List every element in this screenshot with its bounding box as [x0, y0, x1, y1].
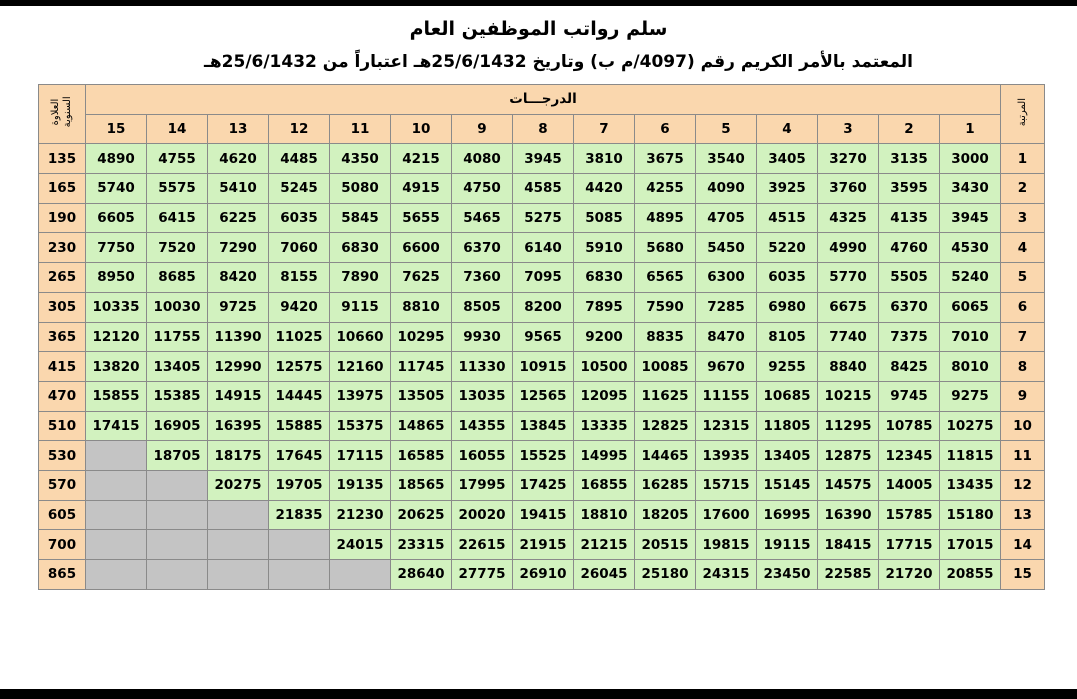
page-subtitle: المعتمد بالأمر الكريم رقم (4097/م ب) وتاريخ 25/6/1432هـ اعتباراً من 25/6/1432هـ: [204, 52, 913, 72]
annual-increment-cell: 530: [39, 441, 86, 471]
salary-cell: 24315: [696, 560, 757, 590]
salary-cell: 8685: [147, 263, 208, 293]
rank-cell: 13: [1001, 500, 1045, 530]
grade-number-header: 7: [574, 114, 635, 144]
salary-cell: 19705: [269, 470, 330, 500]
empty-cell: [330, 560, 391, 590]
salary-cell: 16395: [208, 411, 269, 441]
salary-cell: 13820: [86, 352, 147, 382]
salary-cell: 4255: [635, 174, 696, 204]
salary-cell: 4515: [757, 203, 818, 233]
salary-cell: 22615: [452, 530, 513, 560]
salary-cell: 7520: [147, 233, 208, 263]
salary-cell: 4705: [696, 203, 757, 233]
salary-cell: 8470: [696, 322, 757, 352]
salary-cell: 5410: [208, 174, 269, 204]
salary-cell: 17645: [269, 441, 330, 471]
salary-cell: 5465: [452, 203, 513, 233]
empty-cell: [147, 560, 208, 590]
rank-cell: 10: [1001, 411, 1045, 441]
table-row: [39, 174, 1045, 204]
rank-cell: 4: [1001, 233, 1045, 263]
grade-number-header: 8: [513, 114, 574, 144]
salary-cell: 15885: [269, 411, 330, 441]
salary-cell: 15180: [940, 500, 1001, 530]
salary-cell: 3810: [574, 144, 635, 174]
salary-cell: 5845: [330, 203, 391, 233]
salary-cell: 5245: [269, 174, 330, 204]
salary-cell: 14445: [269, 381, 330, 411]
salary-cell: 19115: [757, 530, 818, 560]
salary-cell: 5655: [391, 203, 452, 233]
salary-cell: 14915: [208, 381, 269, 411]
salary-cell: 13035: [452, 381, 513, 411]
salary-cell: 24015: [330, 530, 391, 560]
top-black-bar: [0, 0, 1077, 6]
salary-cell: 11815: [940, 441, 1001, 471]
salary-cell: 20855: [940, 560, 1001, 590]
empty-cell: [86, 530, 147, 560]
salary-cell: 28640: [391, 560, 452, 590]
salary-cell: 7285: [696, 292, 757, 322]
rank-cell: 6: [1001, 292, 1045, 322]
table-row: [39, 500, 1045, 530]
salary-cell: 18205: [635, 500, 696, 530]
salary-cell: 6415: [147, 203, 208, 233]
salary-cell: 5910: [574, 233, 635, 263]
salary-cell: 18175: [208, 441, 269, 471]
annual-increment-cell: 510: [39, 411, 86, 441]
annual-increment-cell: 265: [39, 263, 86, 293]
salary-cell: 18415: [818, 530, 879, 560]
grade-number-header: 6: [635, 114, 696, 144]
rank-header: [1001, 85, 1045, 144]
salary-cell: 13505: [391, 381, 452, 411]
empty-cell: [86, 470, 147, 500]
salary-cell: 5240: [940, 263, 1001, 293]
salary-cell: 9255: [757, 352, 818, 382]
salary-cell: 7740: [818, 322, 879, 352]
salary-cell: 9745: [879, 381, 940, 411]
salary-cell: 8420: [208, 263, 269, 293]
salary-cell: 8840: [818, 352, 879, 382]
salary-cell: 3595: [879, 174, 940, 204]
header-row-grades: [39, 85, 1045, 115]
salary-cell: 14995: [574, 441, 635, 471]
salary-cell: 14355: [452, 411, 513, 441]
salary-cell: 4350: [330, 144, 391, 174]
salary-cell: 26045: [574, 560, 635, 590]
salary-cell: 5680: [635, 233, 696, 263]
salary-cell: 9275: [940, 381, 1001, 411]
grade-number-header: 4: [757, 114, 818, 144]
salary-cell: 13405: [147, 352, 208, 382]
table-row: [39, 203, 1045, 233]
empty-cell: [86, 500, 147, 530]
grade-number-header: 2: [879, 114, 940, 144]
salary-cell: 4750: [452, 174, 513, 204]
salary-cell: 18565: [391, 470, 452, 500]
salary-cell: 9115: [330, 292, 391, 322]
rank-cell: 11: [1001, 441, 1045, 471]
grade-number-header: 11: [330, 114, 391, 144]
annual-increment-cell: 165: [39, 174, 86, 204]
empty-cell: [147, 500, 208, 530]
salary-cell: 10685: [757, 381, 818, 411]
salary-cell: 7625: [391, 263, 452, 293]
salary-cell: 3760: [818, 174, 879, 204]
table-row: [39, 263, 1045, 293]
salary-cell: 7360: [452, 263, 513, 293]
table-row: [39, 292, 1045, 322]
salary-cell: 11745: [391, 352, 452, 382]
salary-body: [39, 144, 1045, 589]
salary-cell: 20020: [452, 500, 513, 530]
salary-cell: 12345: [879, 441, 940, 471]
salary-cell: 7890: [330, 263, 391, 293]
salary-cell: 5450: [696, 233, 757, 263]
salary-cell: 6370: [879, 292, 940, 322]
salary-cell: 8810: [391, 292, 452, 322]
salary-cell: 12565: [513, 381, 574, 411]
salary-cell: 17015: [940, 530, 1001, 560]
salary-cell: 4755: [147, 144, 208, 174]
salary-cell: 5505: [879, 263, 940, 293]
salary-cell: 4420: [574, 174, 635, 204]
salary-cell: 5740: [86, 174, 147, 204]
salary-cell: 16855: [574, 470, 635, 500]
salary-cell: 11805: [757, 411, 818, 441]
rank-cell: 15: [1001, 560, 1045, 590]
salary-cell: 10915: [513, 352, 574, 382]
salary-cell: 9565: [513, 322, 574, 352]
rank-cell: 5: [1001, 263, 1045, 293]
salary-cell: 14005: [879, 470, 940, 500]
salary-cell: 8200: [513, 292, 574, 322]
annual-increment-label: العلاوة السنوية: [50, 96, 73, 128]
table-row: [39, 470, 1045, 500]
salary-cell: 15715: [696, 470, 757, 500]
salary-cell: 11025: [269, 322, 330, 352]
salary-cell: 4080: [452, 144, 513, 174]
salary-cell: 10335: [86, 292, 147, 322]
salary-cell: 4090: [696, 174, 757, 204]
table-row: [39, 381, 1045, 411]
grade-number-header: 12: [269, 114, 330, 144]
salary-cell: 13975: [330, 381, 391, 411]
salary-cell: 16055: [452, 441, 513, 471]
annual-increment-cell: 135: [39, 144, 86, 174]
salary-cell: 15145: [757, 470, 818, 500]
salary-cell: 16585: [391, 441, 452, 471]
grade-number-header: 14: [147, 114, 208, 144]
salary-cell: 3135: [879, 144, 940, 174]
salary-cell: 4620: [208, 144, 269, 174]
salary-cell: 12825: [635, 411, 696, 441]
table-row: [39, 441, 1045, 471]
salary-cell: 3925: [757, 174, 818, 204]
salary-cell: 4990: [818, 233, 879, 263]
salary-cell: 17415: [86, 411, 147, 441]
salary-cell: 9670: [696, 352, 757, 382]
grades-header: الدرجـــات: [86, 85, 1001, 115]
table-row: [39, 352, 1045, 382]
salary-cell: 14865: [391, 411, 452, 441]
salary-cell: 8105: [757, 322, 818, 352]
salary-cell: 8505: [452, 292, 513, 322]
rank-cell: 9: [1001, 381, 1045, 411]
salary-cell: 21915: [513, 530, 574, 560]
table-row: [39, 411, 1045, 441]
salary-cell: 6140: [513, 233, 574, 263]
table-row: [39, 560, 1045, 590]
salary-cell: 7060: [269, 233, 330, 263]
salary-cell: 7895: [574, 292, 635, 322]
salary-cell: 15855: [86, 381, 147, 411]
salary-cell: 5085: [574, 203, 635, 233]
grade-number-header: 3: [818, 114, 879, 144]
salary-cell: 16285: [635, 470, 696, 500]
salary-cell: 11390: [208, 322, 269, 352]
grade-number-header: 13: [208, 114, 269, 144]
salary-cell: 5220: [757, 233, 818, 263]
salary-cell: 3540: [696, 144, 757, 174]
salary-cell: 14465: [635, 441, 696, 471]
salary-cell: 19135: [330, 470, 391, 500]
salary-cell: 7290: [208, 233, 269, 263]
salary-cell: 7095: [513, 263, 574, 293]
salary-table: [38, 84, 1045, 590]
salary-cell: 8155: [269, 263, 330, 293]
salary-cell: 12095: [574, 381, 635, 411]
salary-cell: 3405: [757, 144, 818, 174]
empty-cell: [147, 530, 208, 560]
grade-number-header: 10: [391, 114, 452, 144]
grade-number-header: 15: [86, 114, 147, 144]
salary-cell: 23315: [391, 530, 452, 560]
salary-cell: 26910: [513, 560, 574, 590]
salary-cell: 12875: [818, 441, 879, 471]
salary-cell: 4530: [940, 233, 1001, 263]
salary-cell: 17425: [513, 470, 574, 500]
salary-cell: 3945: [940, 203, 1001, 233]
rank-cell: 7: [1001, 322, 1045, 352]
annual-increment-header: [39, 85, 86, 144]
rank-cell: 8: [1001, 352, 1045, 382]
salary-cell: 20275: [208, 470, 269, 500]
salary-cell: 6600: [391, 233, 452, 263]
rank-cell: 12: [1001, 470, 1045, 500]
salary-cell: 8950: [86, 263, 147, 293]
salary-cell: 13935: [696, 441, 757, 471]
salary-cell: 9930: [452, 322, 513, 352]
bottom-black-bar: [0, 689, 1077, 699]
salary-cell: 4325: [818, 203, 879, 233]
salary-cell: 11330: [452, 352, 513, 382]
salary-cell: 21720: [879, 560, 940, 590]
salary-cell: 6605: [86, 203, 147, 233]
empty-cell: [208, 500, 269, 530]
salary-cell: 13435: [940, 470, 1001, 500]
salary-cell: 17115: [330, 441, 391, 471]
salary-cell: 9200: [574, 322, 635, 352]
salary-cell: 18810: [574, 500, 635, 530]
annual-increment-cell: 305: [39, 292, 86, 322]
salary-cell: 15375: [330, 411, 391, 441]
salary-cell: 12120: [86, 322, 147, 352]
salary-cell: 6565: [635, 263, 696, 293]
salary-cell: 21215: [574, 530, 635, 560]
salary-cell: 18705: [147, 441, 208, 471]
page-title: سلم رواتب الموظفين العام: [409, 18, 668, 40]
salary-cell: 3945: [513, 144, 574, 174]
salary-cell: 22585: [818, 560, 879, 590]
salary-cell: 5575: [147, 174, 208, 204]
salary-cell: 20515: [635, 530, 696, 560]
salary-cell: 9420: [269, 292, 330, 322]
salary-cell: 10500: [574, 352, 635, 382]
salary-cell: 4585: [513, 174, 574, 204]
empty-cell: [208, 530, 269, 560]
annual-increment-cell: 865: [39, 560, 86, 590]
salary-cell: 7590: [635, 292, 696, 322]
salary-cell: 6370: [452, 233, 513, 263]
table-row: [39, 322, 1045, 352]
salary-cell: 16905: [147, 411, 208, 441]
salary-cell: 4895: [635, 203, 696, 233]
salary-cell: 5275: [513, 203, 574, 233]
salary-cell: 3270: [818, 144, 879, 174]
table-row: [39, 530, 1045, 560]
salary-cell: 7375: [879, 322, 940, 352]
table-row: [39, 144, 1045, 174]
salary-cell: 6830: [330, 233, 391, 263]
salary-cell: 6035: [269, 203, 330, 233]
salary-cell: 5770: [818, 263, 879, 293]
salary-cell: 6980: [757, 292, 818, 322]
salary-cell: 19815: [696, 530, 757, 560]
rank-cell: 1: [1001, 144, 1045, 174]
salary-cell: 3430: [940, 174, 1001, 204]
empty-cell: [208, 560, 269, 590]
annual-increment-cell: 415: [39, 352, 86, 382]
salary-cell: 15525: [513, 441, 574, 471]
salary-cell: 3675: [635, 144, 696, 174]
empty-cell: [86, 441, 147, 471]
annual-increment-cell: 365: [39, 322, 86, 352]
salary-cell: 16390: [818, 500, 879, 530]
salary-cell: 4890: [86, 144, 147, 174]
salary-cell: 6300: [696, 263, 757, 293]
salary-cell: 7750: [86, 233, 147, 263]
salary-cell: 10030: [147, 292, 208, 322]
salary-cell: 10785: [879, 411, 940, 441]
salary-cell: 13405: [757, 441, 818, 471]
header-row-grade-numbers: [39, 114, 1045, 144]
salary-cell: 9725: [208, 292, 269, 322]
salary-cell: 13845: [513, 411, 574, 441]
salary-cell: 17600: [696, 500, 757, 530]
rank-cell: 3: [1001, 203, 1045, 233]
annual-increment-cell: 605: [39, 500, 86, 530]
salary-cell: 4215: [391, 144, 452, 174]
salary-cell: 21230: [330, 500, 391, 530]
empty-cell: [269, 530, 330, 560]
salary-cell: 11755: [147, 322, 208, 352]
salary-cell: 10275: [940, 411, 1001, 441]
salary-cell: 7010: [940, 322, 1001, 352]
salary-cell: 4485: [269, 144, 330, 174]
salary-cell: 6225: [208, 203, 269, 233]
salary-cell: 8425: [879, 352, 940, 382]
salary-cell: 12575: [269, 352, 330, 382]
salary-cell: 10660: [330, 322, 391, 352]
salary-cell: 6065: [940, 292, 1001, 322]
salary-cell: 3000: [940, 144, 1001, 174]
salary-cell: 11155: [696, 381, 757, 411]
salary-cell: 12160: [330, 352, 391, 382]
salary-cell: 4760: [879, 233, 940, 263]
salary-cell: 10295: [391, 322, 452, 352]
salary-cell: 15785: [879, 500, 940, 530]
salary-cell: 12315: [696, 411, 757, 441]
salary-cell: 10085: [635, 352, 696, 382]
empty-cell: [147, 470, 208, 500]
annual-increment-cell: 570: [39, 470, 86, 500]
salary-cell: 10215: [818, 381, 879, 411]
rank-cell: 14: [1001, 530, 1045, 560]
salary-cell: 4915: [391, 174, 452, 204]
salary-cell: 17995: [452, 470, 513, 500]
salary-cell: 19415: [513, 500, 574, 530]
salary-cell: 16995: [757, 500, 818, 530]
grade-number-header: 9: [452, 114, 513, 144]
salary-cell: 11295: [818, 411, 879, 441]
salary-cell: 11625: [635, 381, 696, 411]
salary-cell: 20625: [391, 500, 452, 530]
salary-cell: 17715: [879, 530, 940, 560]
rank-label: المرتبة: [1016, 98, 1028, 127]
salary-cell: 12990: [208, 352, 269, 382]
annual-increment-cell: 470: [39, 381, 86, 411]
salary-cell: 6830: [574, 263, 635, 293]
salary-cell: 6035: [757, 263, 818, 293]
salary-cell: 21835: [269, 500, 330, 530]
salary-cell: 13335: [574, 411, 635, 441]
annual-increment-cell: 700: [39, 530, 86, 560]
annual-increment-cell: 190: [39, 203, 86, 233]
salary-cell: 8010: [940, 352, 1001, 382]
empty-cell: [86, 560, 147, 590]
salary-cell: 25180: [635, 560, 696, 590]
salary-cell: 5080: [330, 174, 391, 204]
salary-cell: 15385: [147, 381, 208, 411]
grade-number-header: 5: [696, 114, 757, 144]
salary-cell: 8835: [635, 322, 696, 352]
rank-cell: 2: [1001, 174, 1045, 204]
salary-cell: 27775: [452, 560, 513, 590]
salary-cell: 23450: [757, 560, 818, 590]
empty-cell: [269, 560, 330, 590]
annual-increment-cell: 230: [39, 233, 86, 263]
grade-number-header: 1: [940, 114, 1001, 144]
salary-cell: 14575: [818, 470, 879, 500]
table-row: [39, 233, 1045, 263]
salary-cell: 6675: [818, 292, 879, 322]
salary-cell: 4135: [879, 203, 940, 233]
